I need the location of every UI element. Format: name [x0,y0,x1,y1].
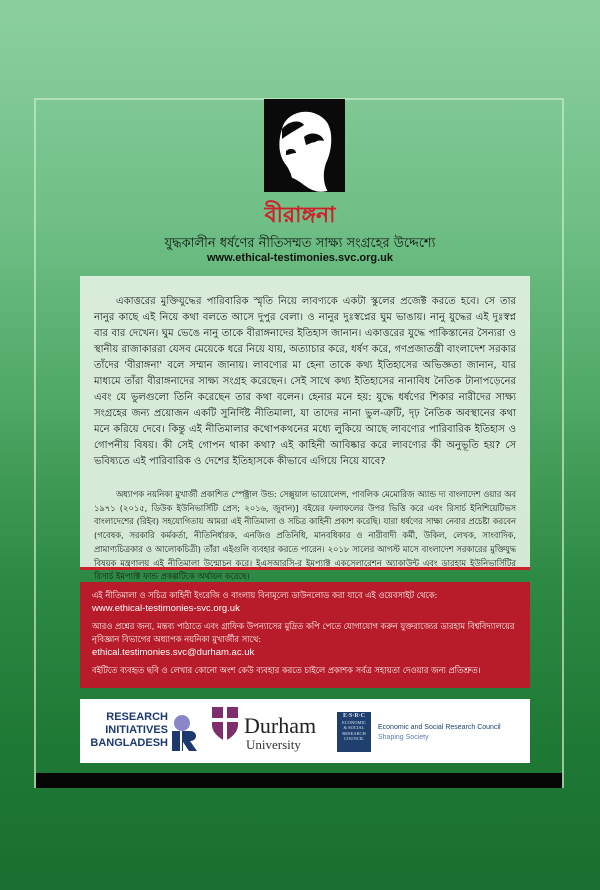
esrc-text [378,723,501,743]
durham-name: Durham [244,713,317,738]
bottom-bar [36,773,562,788]
esrc-mark-line: ECONOMIC [341,719,366,725]
synopsis-paragraph: একাত্তরের মুক্তিযুদ্ধের পারিবারিক স্মৃতি নিয়ে লাবণ্যকে একটা স্কুলের প্রজেক্ট করতে হবে। সে তার নানুর কাছে এই নিয়ে কথা বলতে আসে দুপুর বেলা। ও নানুর দুঃস্বপ্নের ঘুম ভাঙায়। নানু যুদ্ধের এই দুঃস্বপ্ন বার বার দেখেন। ঘুম ভেঙে নানু তাকে বীরাঙ্গনাদের ইতিহাস জানান। একাত্তরের যুদ্ধে পাকিস্তানের সৈন্যরা ও স্থানীয় রাজাকাররা যেসব মেয়েকে ধরে নিয়ে যায়, অত্যাচার করে, ধর্ষণ করে, গণপ্রজাতন্ত্রী বাংলাদেশ সরকার তাঁদের 'বীরাঙ্গনা' বলে সম্মান জানায়। লাবণ্যের মা হেনা তাকে কথ্য ইতিহাসের অভিজ্ঞতা জানান, যার মাধ্যমে তাঁরা বীরাঙ্গনাদের সাক্ষ্য সংগ্রহ করেছেন। সেই সাথে কথ্য ইতিহাসের নানাবিধ নৈতিক টানাপড়েনের এবং যে ভুলগুলো তিনি করেছেন তার কথা বলেন। হেনার মনে হয়: যুদ্ধে ধর্ষণের শিকার নারীদের সাক্ষ্য সংগ্রহের জন্য প্রয়োজন একটি সুনির্দিষ্ট নীতিমালা, যা তাদের নানা ভুল-ত্রুটি, দৃঢ় নৈতিক অবস্থানের কথা মনে করিয়ে দেবে। কিন্তু এই নীতিমালার কথোপকথনের মধ্যে লুকিয়ে আছে লাবণ্যের পারিবারিক ইতিহাস ও গোপনীয় বিষয়। কী সেই গোপন থাকা কথা? এই কাহিনী আবিষ্কার করে লাবণ্যের কী অনুভূতি হয়? সে ভবিষ্যতে এই পারিবারিক ও দেশের ইতিহাসকে কীভাবে এগিয়ে নিয়ে যাবে? [94,296,516,467]
synopsis-panel [80,276,530,582]
esrc-name: Economic and Social Research Council [378,724,501,731]
email-link[interactable]: ethical.testimonies.svc@durham.ac.uk [92,647,255,658]
rib-mark-icon [170,713,198,753]
usage-text: বইটিতে ব্যবহৃত ছবি ও লেখার কোনো অংশ কেউ ব্যবহার করতে চাইলে প্রকাশক সর্বত্র সহায়তা দেওয়ার জন্য প্রতিশ্রুত। [92,665,481,675]
cover-url: www.ethical-testimonies.svc.org.uk [206,252,394,264]
contact-text: আরও প্রশ্নের জন্য, মন্তব্য পাঠাতে এবং গ্রাফিক উপন্যাসের মুদ্রিত কপি পেতে যোগাযোগ করুন যুক্তরাজ্যের ডারহাম বিশ্ববিদ্যালয়ের নৃবিজ্ঞান বিভাগের অধ্যাপক নয়নিকা মুখার্জীর সাথে: [92,621,515,644]
esrc-mark [337,712,371,752]
woman-face-logo-icon [264,99,345,192]
esrc-mark-title: E·S·R·C [342,713,365,719]
durham-sub: University [246,737,301,752]
rib-line: INITIATIVES [105,724,168,736]
esrc-mark-line: COUNCIL [344,736,364,741]
esrc-tagline: Shaping Society [378,734,429,741]
rib-logo [90,711,200,755]
book-subtitle: যুদ্ধকালীন ধর্ষণের নীতিসম্মত সাক্ষ্য সংগ্রহের উদ্দেশ্যে [164,236,436,251]
credits-paragraph: অধ্যাপক নয়নিকা মুখার্জী প্রকাশিত স্পেক্ট্রাল উন্ড: সেক্সুয়াল ভায়োলেন্স, পাবলিক মেমোরিজ অ্যান্ড দ্য বাংলাদেশ ওয়ার অব ১৯৭১ (২০১৫, ডিউক ইউনিভার্সিটি প্রেস; ২০১৬, জুবান)] বইয়ের ফলাফলের উপর ভিত্তি করে এবং রিসার্চ ইনিশিয়েটিভস বাংলাদেশের (রিইব) সহযোগিতায় আমরা এই নীতিমালা ও সচিত্র কাহিনী প্রকাশ করেছি। যারা ধর্ষণের সাক্ষ্য নেবার প্রচেষ্টা করবেন (গবেষক, সরকারি কর্মকর্তা, নীতিনির্ধারক, এনজিও প্রতিনিধি, মানবধিকার ও নারীবাদী কর্মী, উকিল, লেখক, সাংবাদিক, প্রামাণ্যচিত্রকার ও আলোকচিত্রী) তাঁরা এইগুলি ব্যবহার করতে পারেন। ২০১৮ সালের আগস্ট মাসে বাংলাদেশ সরকারের মুক্তিযুদ্ধ বিষয়ক মন্ত্রণালয় এই নীতিমালা উন্মোচন করে। ইএসআরসি-র ইমপ্যাক্ট একসেলারেশন অ্যাকাউন্ট এবং ডারহাম ইউনিভার্সিটির রিসার্চ ইমপ্যাক্ট ফান্ড প্রকল্পটিকে অর্থায়ন করেছে। [94,489,516,582]
durham-logo [212,707,322,757]
rib-line: BANGLADESH [90,737,168,749]
website-link[interactable]: www.ethical-testimonies-svc.org.uk [92,603,240,614]
rib-line: RESEARCH [106,711,168,723]
contact-panel [80,582,530,688]
book-title: বীরাঙ্গনা [264,203,336,228]
sponsor-logos [80,699,530,763]
esrc-mark-line: RESEARCH [342,730,366,736]
download-text: এই নীতিমালা ও সচিত্র কাহিনী ইংরেজি ও বাংলায় বিনামূল্যে ডাউনলোড করা যাবে এই ওয়েবসাইট থেকে: [92,590,438,600]
esrc-mark-line: & SOCIAL [343,725,365,730]
durham-shield-icon [212,707,238,741]
